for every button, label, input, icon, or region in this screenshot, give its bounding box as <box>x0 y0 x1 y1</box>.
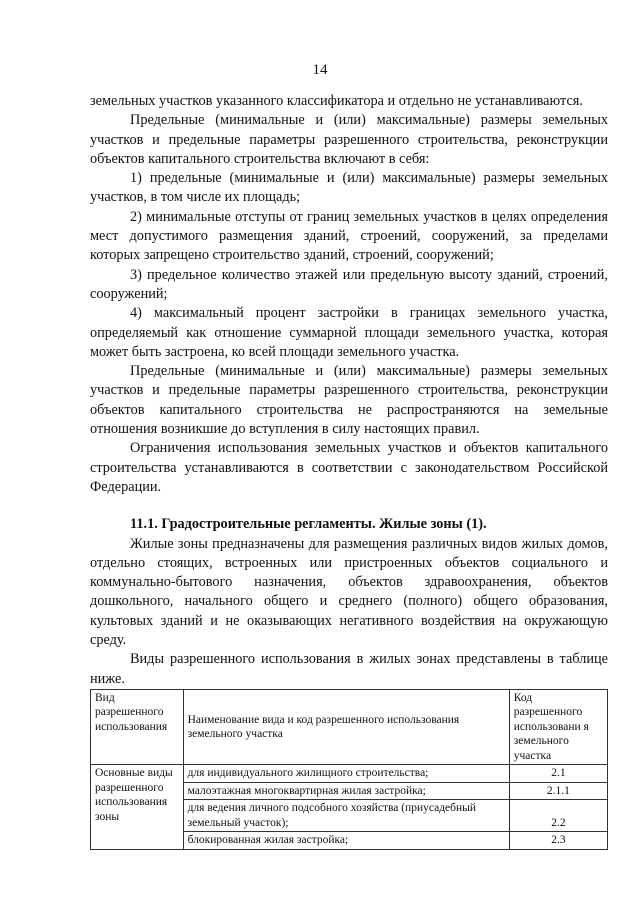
paragraph: Предельные (минимальные и (или) максимальные) размеры земельных участков и предельные параметры разрешенного строительства, реконструкции объектов капитального строительства не распространяются на земельные отношения возникшие до вступления в силу настоящих правил. <box>90 363 608 438</box>
paragraph: Ограничения использования земельных участков и объектов капитального строительства устанавливаются в соответствии с законодательством Российской Федерации. <box>90 440 608 495</box>
table-header-cell: Вид разрешенного использования <box>91 689 184 765</box>
table-group-label: Основные виды разрешенного использования зоны <box>91 765 184 850</box>
table-cell-name: для ведения личного подсобного хозяйства (приусадебный земельный участок); <box>183 800 509 832</box>
paragraph: Предельные (минимальные и (или) максимальные) размеры земельных участков и предельные параметры разрешенного строительства, реконструкции объектов капитального строительства включают в себя: <box>90 112 608 167</box>
table-header-row <box>91 689 608 765</box>
paragraph: Виды разрешенного использования в жилых зонах представлены в таблице ниже. <box>90 651 608 687</box>
table-cell-name: малоэтажная многоквартирная жилая застройка; <box>183 782 509 800</box>
page-number: 14 <box>312 62 328 78</box>
table-cell-code: 2.1.1 <box>509 782 607 800</box>
table-row <box>91 765 608 783</box>
list-item: 3) предельное количество этажей или предельную высоту зданий, строений, сооружений; <box>90 266 608 302</box>
paragraph: земельных участков указанного классификатора и отдельно не устанавливаются. <box>90 93 583 109</box>
table-header-cell: Наименование вида и код разрешенного использования земельного участка <box>183 689 509 765</box>
table-cell-name: для индивидуального жилищного строительства; <box>183 765 509 783</box>
list-item: 1) предельные (минимальные и (или) максимальные) размеры земельных участков, в том числе их площадь; <box>90 170 608 206</box>
table-cell-code: 2.1 <box>509 765 607 783</box>
list-item: 2) минимальные отступы от границ земельных участков в целях определения мест допустимого размещения зданий, строений, сооружений, за пределами которых запрещено строительство зданий, строений, сооружений; <box>90 208 608 264</box>
section-heading: 11.1. Градостроительные регламенты. Жилые зоны (1). <box>130 516 487 533</box>
permitted-use-table <box>90 689 608 850</box>
table-cell-code: 2.2 <box>509 800 607 832</box>
table-cell-name: блокированная жилая застройка; <box>183 832 509 850</box>
table-header-cell: Код разрешенного использовани я земельного участка <box>509 689 607 765</box>
table-cell-code: 2.3 <box>509 832 607 850</box>
list-item: 4) максимальный процент застройки в границах земельного участка, определяемый как отношение суммарной площади земельного участка, которая может быть застроена, ко всей площади земельного участка. <box>90 305 608 360</box>
document-body <box>90 92 608 850</box>
paragraph: Жилые зоны предназначены для размещения различных видов жилых домов, отдельно стоящих, встроенных или пристроенных объектов социального и коммунально-бытового назначения, объектов здравоохранения, объектов дошкольного, начального общего и среднего (полного) общего образования, культовых зданий и не оказывающих негативного воздействия на окружающую среду. <box>90 535 608 649</box>
